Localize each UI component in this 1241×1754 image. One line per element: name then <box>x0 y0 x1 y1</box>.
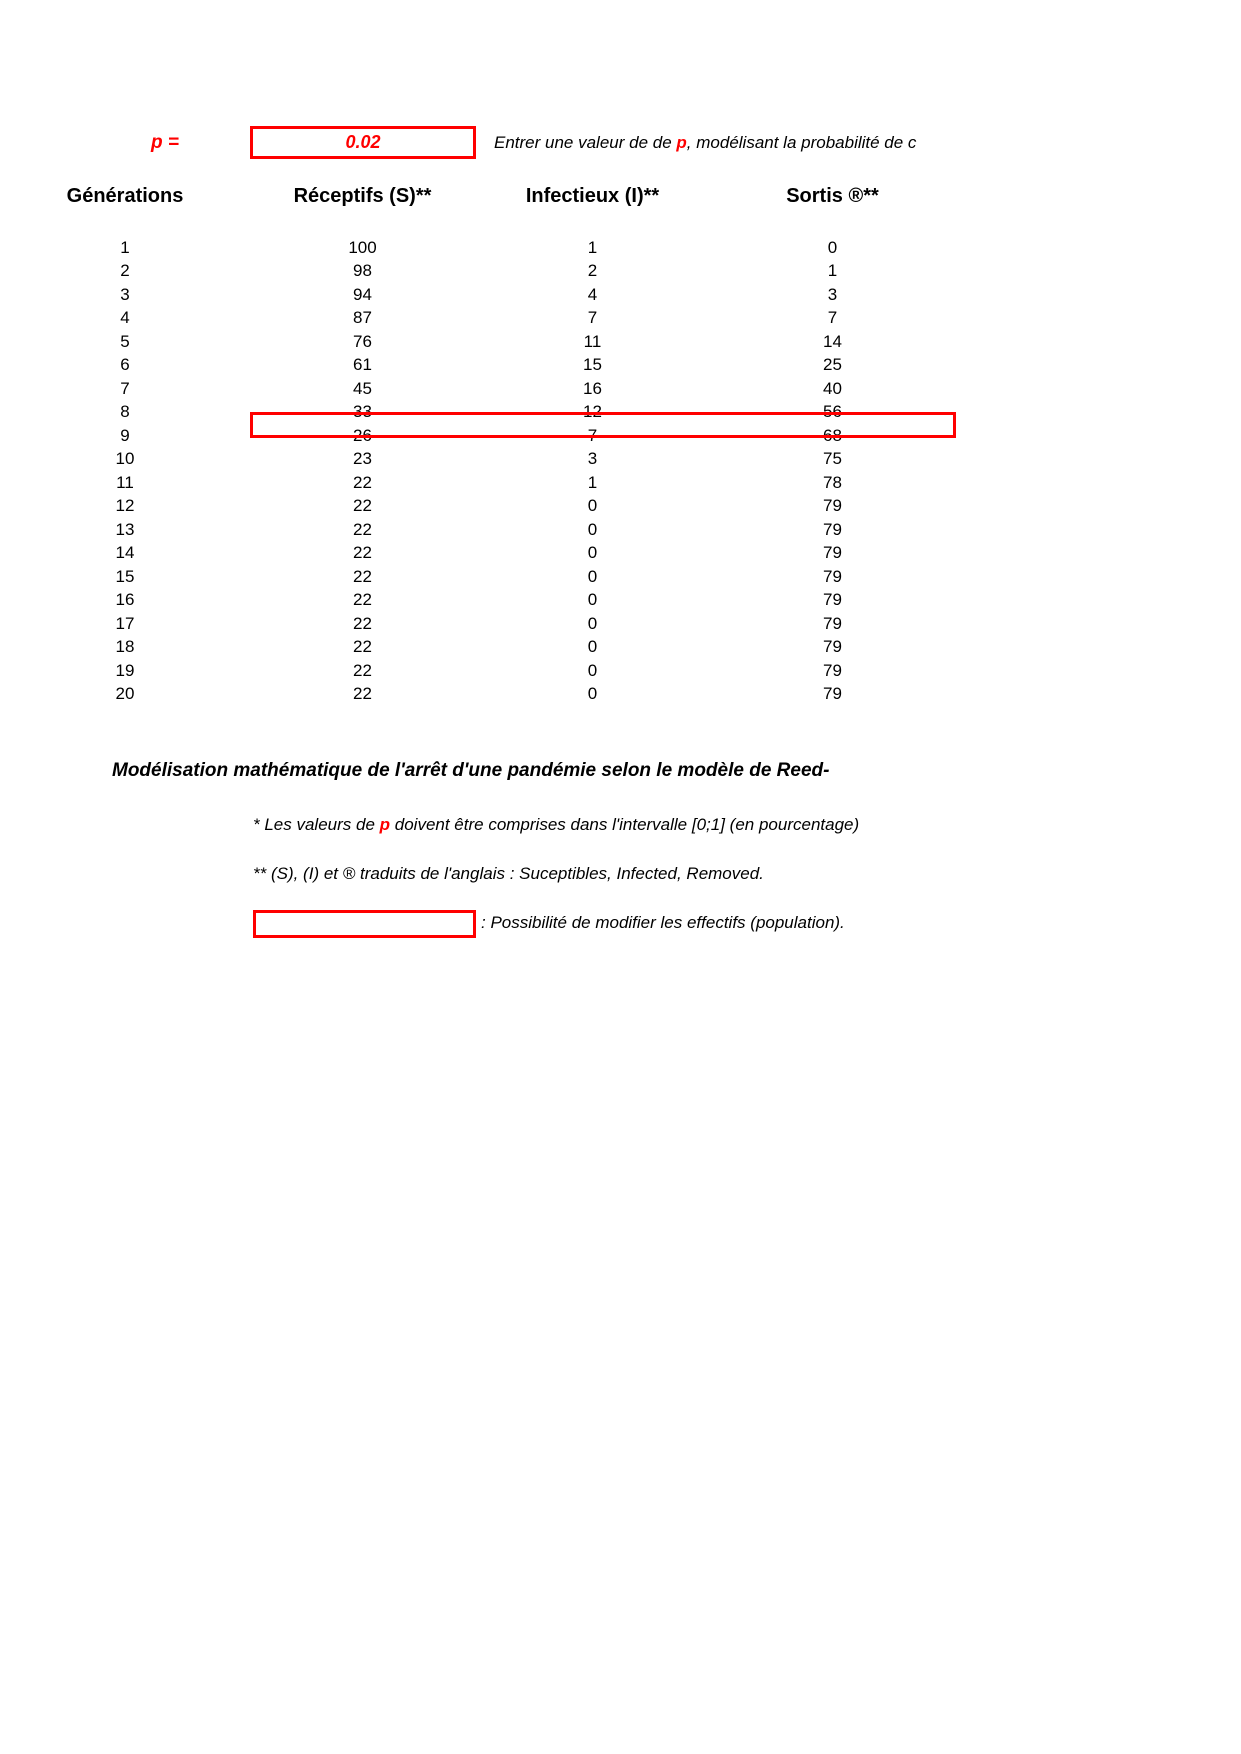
cell-removed[interactable]: 0 <box>827 237 838 257</box>
table-row <box>0 495 955 519</box>
spacer-cell <box>0 212 250 236</box>
column-header-susceptible: Réceptifs (S)** <box>293 184 432 207</box>
cell-infectious: 0 <box>587 519 598 539</box>
cell-susceptible: 76 <box>353 331 372 351</box>
table-row <box>0 448 955 472</box>
cell-susceptible: 33 <box>353 402 372 422</box>
table-row <box>0 542 955 566</box>
note-probability-range <box>253 815 859 835</box>
spacer-cell <box>710 212 955 236</box>
table-row <box>0 260 955 284</box>
editable-cell-swatch <box>253 910 476 938</box>
table-row <box>0 330 955 354</box>
cell-susceptible: 22 <box>353 637 372 657</box>
cell-removed: 3 <box>827 284 838 304</box>
cell-generation: 18 <box>115 637 135 657</box>
cell-removed: 79 <box>823 660 842 680</box>
cell-infectious: 7 <box>587 425 598 445</box>
table-row <box>0 683 955 707</box>
cell-removed: 40 <box>823 378 842 398</box>
cell-susceptible: 22 <box>353 684 372 704</box>
document-title: Modélisation mathématique de l'arrêt d'une pandémie selon le modèle de Reed- <box>112 760 830 781</box>
cell-infectious: 7 <box>587 308 598 328</box>
table-row <box>0 307 955 331</box>
probability-value[interactable]: 0.02 <box>345 132 381 152</box>
simulation-table <box>0 180 955 706</box>
cell-removed: 79 <box>823 566 842 586</box>
cell-generation: 12 <box>115 496 135 516</box>
cell-infectious: 12 <box>583 402 602 422</box>
cell-generation: 3 <box>120 284 130 304</box>
cell-infectious: 0 <box>587 637 598 657</box>
cell-removed: 25 <box>823 355 842 375</box>
table-row <box>0 471 955 495</box>
cell-susceptible: 22 <box>353 590 372 610</box>
table-row <box>0 354 955 378</box>
table-row <box>0 236 955 260</box>
cell-susceptible: 22 <box>353 519 372 539</box>
cell-infectious: 1 <box>587 472 598 492</box>
cell-infectious[interactable]: 1 <box>587 237 598 257</box>
parameter-hint <box>494 128 1241 158</box>
table-header-row <box>0 180 955 212</box>
cell-removed: 79 <box>823 684 842 704</box>
cell-generation: 11 <box>116 472 134 492</box>
table-row <box>0 283 955 307</box>
parameter-row <box>0 126 1241 160</box>
cell-generation: 5 <box>120 331 130 351</box>
cell-removed: 79 <box>823 590 842 610</box>
table-row <box>0 565 955 589</box>
cell-infectious: 0 <box>587 613 598 633</box>
parameter-hint-before: Entrer une valeur de de <box>494 133 677 152</box>
table-spacer-row <box>0 212 955 236</box>
cell-removed: 14 <box>823 331 842 351</box>
cell-removed: 1 <box>827 261 838 281</box>
cell-infectious: 16 <box>583 378 602 398</box>
spacer-cell <box>250 212 475 236</box>
cell-removed: 79 <box>823 613 842 633</box>
cell-susceptible: 22 <box>353 566 372 586</box>
cell-generation: 19 <box>115 660 135 680</box>
cell-removed: 79 <box>823 543 842 563</box>
cell-susceptible: 26 <box>353 425 372 445</box>
cell-removed: 68 <box>823 425 842 445</box>
parameter-hint-symbol: p <box>676 133 687 152</box>
cell-removed: 78 <box>823 472 842 492</box>
cell-infectious: 11 <box>583 331 602 351</box>
cell-susceptible: 23 <box>353 449 372 469</box>
cell-susceptible: 61 <box>353 355 372 375</box>
cell-infectious: 0 <box>587 496 598 516</box>
table-row <box>0 377 955 401</box>
simulation-table-wrap <box>0 180 1241 706</box>
table-row <box>0 518 955 542</box>
cell-generation: 13 <box>115 519 135 539</box>
cell-generation: 17 <box>115 613 135 633</box>
cell-susceptible: 22 <box>353 543 372 563</box>
column-header-generations: Générations <box>66 184 184 207</box>
cell-generation: 15 <box>115 566 135 586</box>
cell-generation: 2 <box>120 261 130 281</box>
spacer-cell <box>475 212 710 236</box>
cell-generation: 8 <box>120 402 130 422</box>
cell-generation: 4 <box>120 308 130 328</box>
cell-susceptible: 87 <box>353 308 372 328</box>
column-header-removed: Sortis ®** <box>786 184 879 207</box>
column-header-infectious: Infectieux (I)** <box>525 184 660 207</box>
cell-susceptible: 22 <box>353 613 372 633</box>
cell-generation: 20 <box>115 684 135 704</box>
cell-infectious: 4 <box>587 284 598 304</box>
cell-generation: 9 <box>120 425 130 445</box>
table-row <box>0 636 955 660</box>
note-1-after: doivent être comprises dans l'intervalle [0;1] (en pourcentage) <box>390 815 860 834</box>
table-header <box>0 180 955 236</box>
cell-infectious: 0 <box>587 566 598 586</box>
cell-infectious: 15 <box>583 355 602 375</box>
cell-removed: 56 <box>823 402 842 422</box>
cell-infectious: 0 <box>587 684 598 704</box>
table-row <box>0 659 955 683</box>
table-row <box>0 612 955 636</box>
table-row <box>0 401 955 425</box>
cell-susceptible[interactable]: 100 <box>348 237 377 257</box>
cell-susceptible: 98 <box>353 261 372 281</box>
cell-infectious: 0 <box>587 543 598 563</box>
cell-infectious: 3 <box>587 449 598 469</box>
cell-removed: 79 <box>823 519 842 539</box>
cell-susceptible: 94 <box>353 284 372 304</box>
cell-generation[interactable]: 1 <box>120 237 130 257</box>
cell-removed: 75 <box>823 449 842 469</box>
cell-generation: 6 <box>120 355 130 375</box>
probability-input-cell[interactable] <box>250 126 476 159</box>
cell-susceptible: 45 <box>353 378 372 398</box>
cell-susceptible: 22 <box>353 660 372 680</box>
parameter-label: p = <box>151 132 179 153</box>
table-row <box>0 424 955 448</box>
cell-infectious: 0 <box>587 590 598 610</box>
cell-infectious: 2 <box>587 261 598 281</box>
cell-removed: 79 <box>823 637 842 657</box>
cell-removed: 7 <box>827 308 838 328</box>
note-abbreviations: ** (S), (I) et ® traduits de l'anglais : Suceptibles, Infected, Removed. <box>253 864 764 883</box>
parameter-hint-after: , modélisant la probabilité de c <box>686 133 917 152</box>
cell-removed: 79 <box>823 496 842 516</box>
note-editable-cells: : Possibilité de modifier les effectifs (population). <box>481 913 845 932</box>
cell-infectious: 0 <box>587 660 598 680</box>
table-row <box>0 589 955 613</box>
cell-susceptible: 22 <box>353 472 372 492</box>
cell-generation: 14 <box>115 543 135 563</box>
cell-generation: 10 <box>115 449 135 469</box>
cell-generation: 16 <box>115 590 135 610</box>
table-body <box>0 236 955 706</box>
cell-susceptible: 22 <box>353 496 372 516</box>
note-1-symbol: p <box>379 815 391 834</box>
cell-generation: 7 <box>120 378 130 398</box>
note-1-before: * Les valeurs de <box>253 815 380 834</box>
